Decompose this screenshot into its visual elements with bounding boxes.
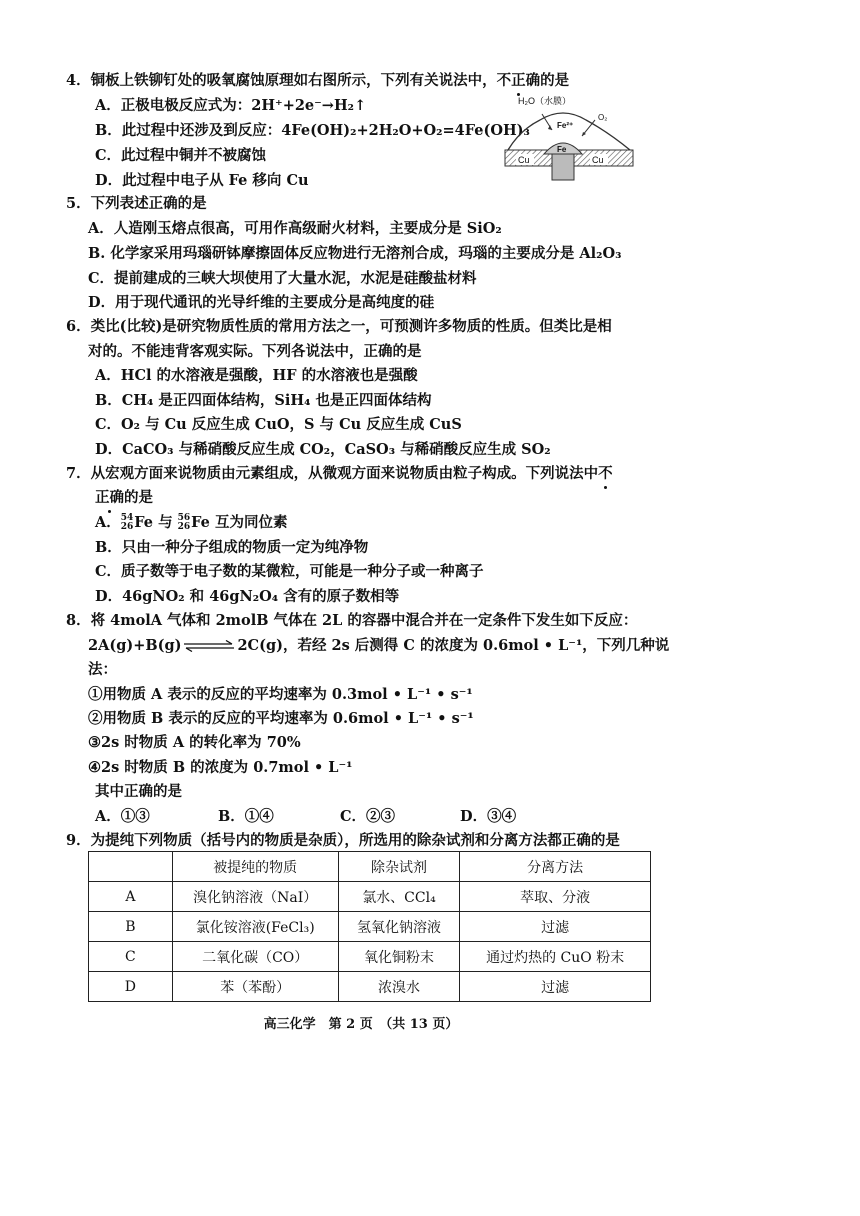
equilibrium-arrow-icon [183, 640, 235, 652]
q7-stem-line2: 正确的是 [95, 489, 153, 506]
q7-option-d: D．46gNO₂ 和 46gN₂O₄ 含有的原子数相等 [95, 588, 400, 605]
water-film-label: H₂O（水膜） [518, 96, 571, 106]
q9-stem: 9．为提纯下列物质（括号内的物质是杂质），所选用的除杂试剂和分离方法都正确的是 [66, 832, 620, 849]
table-cell: A [89, 882, 173, 912]
q4-stem: 4．铜板上铁铆钉处的吸氧腐蚀原理如右图所示，下列有关说法中，不正确的是 [66, 72, 570, 89]
q5-stem: 5．下列表述正确的是 [66, 195, 207, 212]
q7-option-c: C．质子数等于电子数的某微粒，可能是一种分子或一种离子 [95, 563, 484, 580]
table-row [89, 942, 651, 972]
q8-statement-2: ②用物质 B 表示的反应的平均速率为 0.6mol • L⁻¹ • s⁻¹ [88, 710, 474, 727]
page-footer: 高三化学 第 2 页 （共 13 页） [263, 1017, 459, 1032]
q8-equation-line: 2A(g)+B(g) 2C(g)，若经 2s 后测得 C 的浓度为 0.6mol • L⁻¹，下列几种说 [88, 637, 670, 654]
q4-option-b: B．此过程中还涉及到反应：4Fe(OH)₂+2H₂O+O₂=4Fe(OH)₃ [95, 122, 530, 139]
q7-emphasis-1: 不 [598, 465, 613, 482]
table-cell: 氯水、CCl₄ [338, 882, 460, 912]
q5-option-b: B. 化学家采用玛瑙研钵摩擦固体反应物进行无溶剂合成，玛瑙的主要成分是 Al₂O₃ [88, 245, 622, 262]
table-cell: 氧化铜粉末 [338, 942, 460, 972]
table-cell: D [89, 972, 173, 1002]
table-row [89, 882, 651, 912]
table-cell: C [89, 942, 173, 972]
q6-stem-line1: 6．类比(比较)是研究物质性质的常用方法之一，可预测许多物质的性质。但类比是相 [66, 318, 612, 335]
q7-emphasis-2: 正确 [95, 489, 124, 506]
table-cell: 浓溴水 [338, 972, 460, 1002]
q7-option-b: B．只由一种分子组成的物质一定为纯净物 [95, 539, 369, 556]
q8-stem-line1: 8．将 4molA 气体和 2molB 气体在 2L 的容器中混合并在一定条件下发生如下反应： [66, 612, 638, 629]
q5-option-a: A．人造刚玉熔点很高，可用作高级耐火材料，主要成分是 SiO₂ [88, 220, 502, 237]
q6-option-b: B．CH₄ 是正四面体结构，SiH₄ 也是正四面体结构 [95, 392, 432, 409]
table-cell: 氯化铵溶液(FeCl₃) [172, 912, 338, 942]
table-header-cell: 被提纯的物质 [172, 852, 338, 882]
table-header-cell [89, 852, 173, 882]
q6-option-a: A．HCl 的水溶液是强酸，HF 的水溶液也是强酸 [95, 367, 418, 384]
q8-statement-3: ③2s 时物质 A 的转化率为 70% [88, 734, 301, 751]
table-cell: 溴化钠溶液（NaI） [172, 882, 338, 912]
table-cell: 通过灼热的 CuO 粉末 [460, 942, 651, 972]
q4-option-c: C．此过程中铜并不被腐蚀 [95, 147, 267, 164]
q8-option-c: C．②③ [340, 808, 396, 825]
table-cell: 二氧化碳（CO） [172, 942, 338, 972]
q7-stem-line1: 7．从宏观方面来说物质由元素组成，从微观方面来说物质由粒子构成。下列说法中不 [66, 465, 613, 482]
q8-ask: 其中正确的是 [95, 783, 182, 800]
q9-table [88, 851, 651, 1002]
q4-emphasis: 不正确 [496, 72, 541, 89]
table-cell: 苯（苯酚） [172, 972, 338, 1002]
table-cell: 氢氧化钠溶液 [338, 912, 460, 942]
table-cell: 过滤 [460, 912, 651, 942]
corrosion-diagram [500, 90, 640, 186]
q6-option-d: D．CaCO₃ 与稀硝酸反应生成 CO₂，CaSO₃ 与稀硝酸反应生成 SO₂ [95, 441, 551, 458]
table-cell: B [89, 912, 173, 942]
q8-option-d: D．③④ [460, 808, 517, 825]
q6-stem-line2: 对的。不能违背客观实际。下列各说法中，正确的是 [88, 343, 422, 360]
cu-left-label: Cu [518, 155, 530, 165]
q6-option-c: C．O₂ 与 Cu 反应生成 CuO，S 与 Cu 反应生成 CuS [95, 416, 462, 433]
q8-statement-4: ④2s 时物质 B 的浓度为 0.7mol • L⁻¹ [88, 759, 353, 776]
table-header-cell: 分离方法 [460, 852, 651, 882]
iron-rivet-shank [552, 154, 574, 180]
fe-label: Fe [557, 145, 567, 154]
q8-option-b: B．①④ [218, 808, 274, 825]
q8-statement-1: ①用物质 A 表示的反应的平均速率为 0.3mol • L⁻¹ • s⁻¹ [88, 686, 473, 703]
q7-option-a: A． 54 26 Fe 与 56 26 Fe 互为同位素 [95, 513, 288, 532]
q5-option-c: C．提前建成的三峡大坝使用了大量水泥，水泥是硅酸盐材料 [88, 270, 477, 287]
table-row [89, 972, 651, 1002]
table-cell: 萃取、分液 [460, 882, 651, 912]
q8-option-a: A．①③ [95, 808, 150, 825]
o2-label: O₂ [598, 113, 608, 122]
q4-option-d: D．此过程中电子从 Fe 移向 Cu [95, 172, 309, 189]
table-header-cell: 除杂试剂 [338, 852, 460, 882]
table-cell: 过滤 [460, 972, 651, 1002]
cu-right-label: Cu [592, 155, 604, 165]
q5-option-d: D．用于现代通讯的光导纤维的主要成分是高纯度的硅 [88, 294, 435, 311]
table-row [89, 912, 651, 942]
table-header-row [89, 852, 651, 882]
fe-ion-label: Fe²⁺ [557, 121, 574, 130]
q8-stem-line3: 法： [88, 661, 117, 678]
q4-option-a: A．正极电极反应式为：2H⁺+2e⁻→H₂↑ [95, 97, 367, 114]
